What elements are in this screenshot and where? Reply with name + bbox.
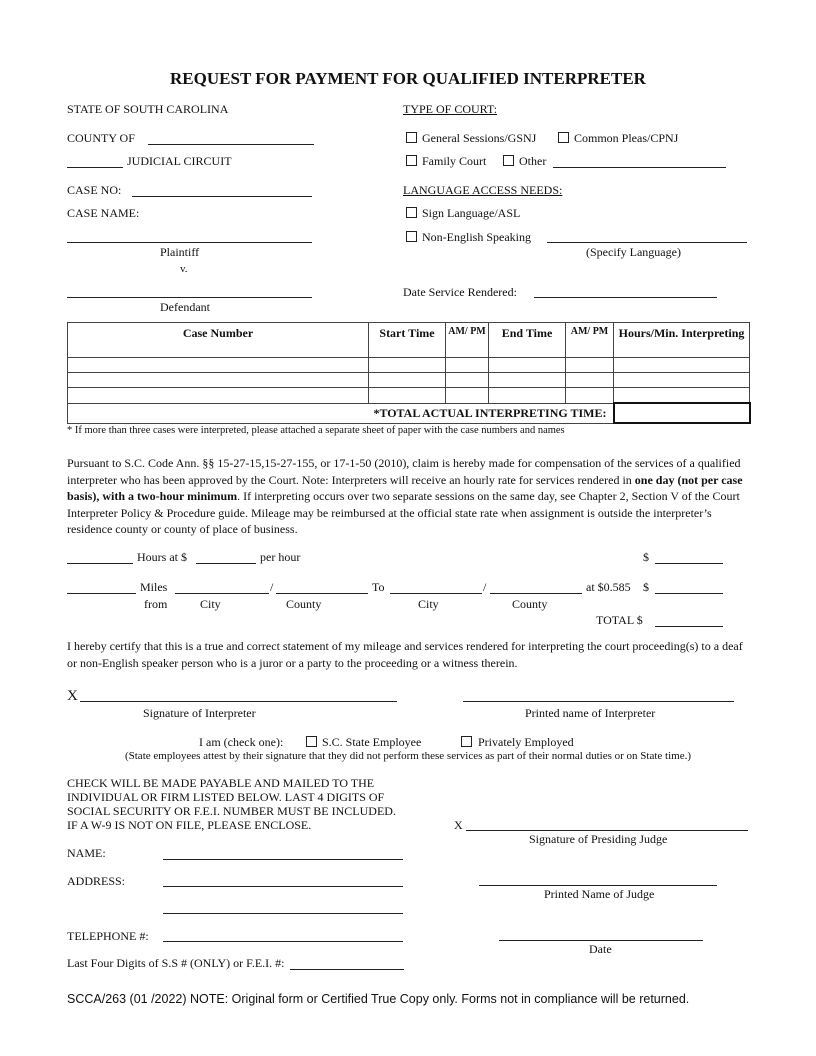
to-county-input[interactable]: [490, 593, 582, 594]
ssn-label: Last Four Digits of S.S # (ONLY) or F.E.I. #:: [67, 956, 285, 970]
court-type-heading: TYPE OF COURT:: [403, 102, 498, 116]
date-service-label: Date Service Rendered:: [403, 285, 517, 299]
family-court-checkbox[interactable]: [406, 155, 417, 166]
miles-amount-input[interactable]: [655, 593, 723, 594]
county-label: COUNTY OF: [67, 131, 135, 145]
from-label: from: [144, 597, 168, 611]
table-footnote: * If more than three cases were interpreted, please attached a separate sheet of paper with the case numbers and names: [67, 425, 565, 436]
form-footer: SCCA/263 (01 /2022) NOTE: Original form or Certified True Copy only. Forms not in compliance will be returned.: [67, 992, 690, 1006]
defendant-input[interactable]: [67, 297, 312, 298]
state-employee-label: S.C. State Employee: [322, 735, 422, 749]
table-header-row: [68, 323, 750, 358]
non-english-label: Non-English Speaking: [422, 230, 531, 244]
col-start-time: Start Time: [369, 323, 446, 358]
col-case-number: Case Number: [68, 323, 369, 358]
date-service-input[interactable]: [534, 297, 717, 298]
table-row[interactable]: [68, 373, 750, 388]
versus-label: v.: [180, 263, 188, 275]
specify-language-label: (Specify Language): [586, 245, 681, 259]
state-employee-note: (State employees attest by their signature that they did not perform these services as part of their normal duties or on State time.): [124, 750, 692, 762]
i-am-label: I am (check one):: [199, 735, 284, 749]
plaintiff-input[interactable]: [67, 242, 312, 243]
case-no-input[interactable]: [132, 196, 312, 197]
payee-name-input[interactable]: [163, 859, 403, 860]
from-city-input[interactable]: [175, 593, 269, 594]
from-city-label: City: [200, 597, 221, 611]
hourly-rate-input[interactable]: [196, 563, 256, 564]
miles-label: Miles: [140, 580, 168, 594]
family-court-label: Family Court: [422, 154, 487, 168]
hours-at-label: Hours at $: [137, 550, 187, 564]
telephone-input[interactable]: [163, 941, 403, 942]
table-row[interactable]: [68, 388, 750, 404]
pursuant-text-1: Pursuant to S.C. Code Ann. §§ 15-27-15,15-27-155, or 17-1-50 (2010), claim is hereby made for compensation of the services of a qualified interpreter who has been approved by the Court. Note: Interpreters will receive an hourly rate for services rendered in: [67, 456, 741, 487]
interpreter-x-mark: X: [67, 688, 78, 704]
total-amount-input[interactable]: [655, 626, 723, 627]
common-pleas-checkbox[interactable]: [558, 132, 569, 143]
judicial-circuit-label: JUDICIAL CIRCUIT: [127, 154, 232, 168]
interpreter-name-input[interactable]: [463, 701, 734, 702]
general-sessions-checkbox[interactable]: [406, 132, 417, 143]
hours-input[interactable]: [67, 563, 133, 564]
to-label: To: [372, 580, 385, 594]
payment-instruction-line: IF A W-9 IS NOT ON FILE, PLEASE ENCLOSE.: [67, 818, 312, 832]
language-input[interactable]: [547, 242, 747, 243]
common-pleas-label: Common Pleas/CPNJ: [574, 131, 679, 145]
pursuant-bold: one day (not per case basis), with a two-hour minimum: [67, 472, 743, 503]
general-sessions-label: General Sessions/GSNJ: [422, 131, 537, 145]
total-time-label: *TOTAL ACTUAL INTERPRETING TIME:: [68, 403, 614, 423]
payment-instruction-line: SOCIAL SECURITY OR F.E.I. NUMBER MUST BE INCLUDED.: [67, 804, 396, 818]
sign-language-label: Sign Language/ASL: [422, 206, 521, 220]
hours-dollar-label: $: [643, 550, 649, 564]
judge-x-mark: X: [454, 818, 463, 832]
case-no-label: CASE NO:: [67, 183, 122, 197]
from-county-input[interactable]: [276, 593, 368, 594]
from-county-label: County: [286, 597, 322, 611]
judge-date-input[interactable]: [499, 940, 703, 941]
pursuant-text-2: . If interpreting occurs over two separate sessions on the same day, see Chapter 2, Section V of the Court Interpreter Policy & Procedure guide. Mileage may be reimbursed at the official state rate when assignment is outside the interpreter’s residence county or county of place of business.: [67, 489, 740, 536]
col-am-pm-start: AM/ PM: [446, 323, 489, 358]
telephone-label: TELEPHONE #:: [67, 929, 149, 943]
ssn-input[interactable]: [290, 969, 404, 970]
pursuant-paragraph: [67, 455, 747, 538]
name-label: NAME:: [67, 846, 106, 860]
col-end-time: End Time: [489, 323, 566, 358]
privately-employed-label: Privately Employed: [478, 735, 574, 749]
circuit-input[interactable]: [67, 167, 123, 168]
total-row: [68, 403, 750, 423]
miles-dollar-label: $: [643, 580, 649, 594]
address-line1-input[interactable]: [163, 886, 403, 887]
payment-instruction-line: CHECK WILL BE MADE PAYABLE AND MAILED TO THE: [67, 776, 375, 790]
table-row[interactable]: [68, 358, 750, 373]
payment-instruction-line: INDIVIDUAL OR FIRM LISTED BELOW. LAST 4 DIGITS OF: [67, 790, 385, 804]
certification-text: I hereby certify that this is a true and correct statement of my mileage and services rendered for interpreting the court proceeding(s) to a deaf or non-English speaker person who is a juror or a party to the proceeding or a witness therein.: [67, 639, 743, 670]
to-county-label: County: [512, 597, 548, 611]
judge-signature-label: Signature of Presiding Judge: [529, 832, 668, 846]
miles-input[interactable]: [67, 593, 136, 594]
interpreter-signature-label: Signature of Interpreter: [143, 706, 256, 720]
judge-signature-input[interactable]: [466, 830, 748, 831]
sign-language-checkbox[interactable]: [406, 207, 417, 218]
other-court-checkbox[interactable]: [503, 155, 514, 166]
defendant-label: Defendant: [160, 300, 210, 314]
non-english-checkbox[interactable]: [406, 231, 417, 242]
judge-date-label: Date: [589, 942, 612, 956]
col-am-pm-end: AM/ PM: [566, 323, 614, 358]
form-title: REQUEST FOR PAYMENT FOR QUALIFIED INTERPRETER: [170, 69, 646, 88]
total-dollar-label: TOTAL $: [596, 613, 643, 627]
address-label: ADDRESS:: [67, 874, 126, 888]
case-name-label: CASE NAME:: [67, 206, 140, 220]
plaintiff-label: Plaintiff: [160, 245, 200, 259]
to-slash: /: [483, 580, 487, 594]
address-line2-input[interactable]: [163, 913, 403, 914]
total-time-input[interactable]: [614, 403, 750, 423]
interpreter-name-label: Printed name of Interpreter: [525, 706, 656, 720]
judge-name-label: Printed Name of Judge: [544, 887, 655, 901]
state-label: STATE OF SOUTH CAROLINA: [67, 102, 229, 116]
hours-amount-input[interactable]: [655, 563, 723, 564]
privately-employed-checkbox[interactable]: [461, 736, 472, 747]
per-hour-label: per hour: [260, 550, 301, 564]
from-slash: /: [270, 580, 274, 594]
judge-name-input[interactable]: [479, 885, 717, 886]
state-employee-checkbox[interactable]: [306, 736, 317, 747]
col-hours-interpreting: Hours/Min. Interpreting: [614, 323, 750, 358]
to-city-label: City: [418, 597, 439, 611]
other-court-input[interactable]: [553, 167, 726, 168]
to-city-input[interactable]: [390, 593, 482, 594]
interpreting-time-table: [67, 322, 751, 424]
county-input[interactable]: [148, 144, 314, 145]
other-court-label: Other: [519, 154, 547, 168]
interpreter-signature-input[interactable]: [80, 701, 397, 702]
mileage-rate-label: at $0.585: [586, 580, 631, 594]
language-access-heading: LANGUAGE ACCESS NEEDS:: [403, 183, 563, 197]
